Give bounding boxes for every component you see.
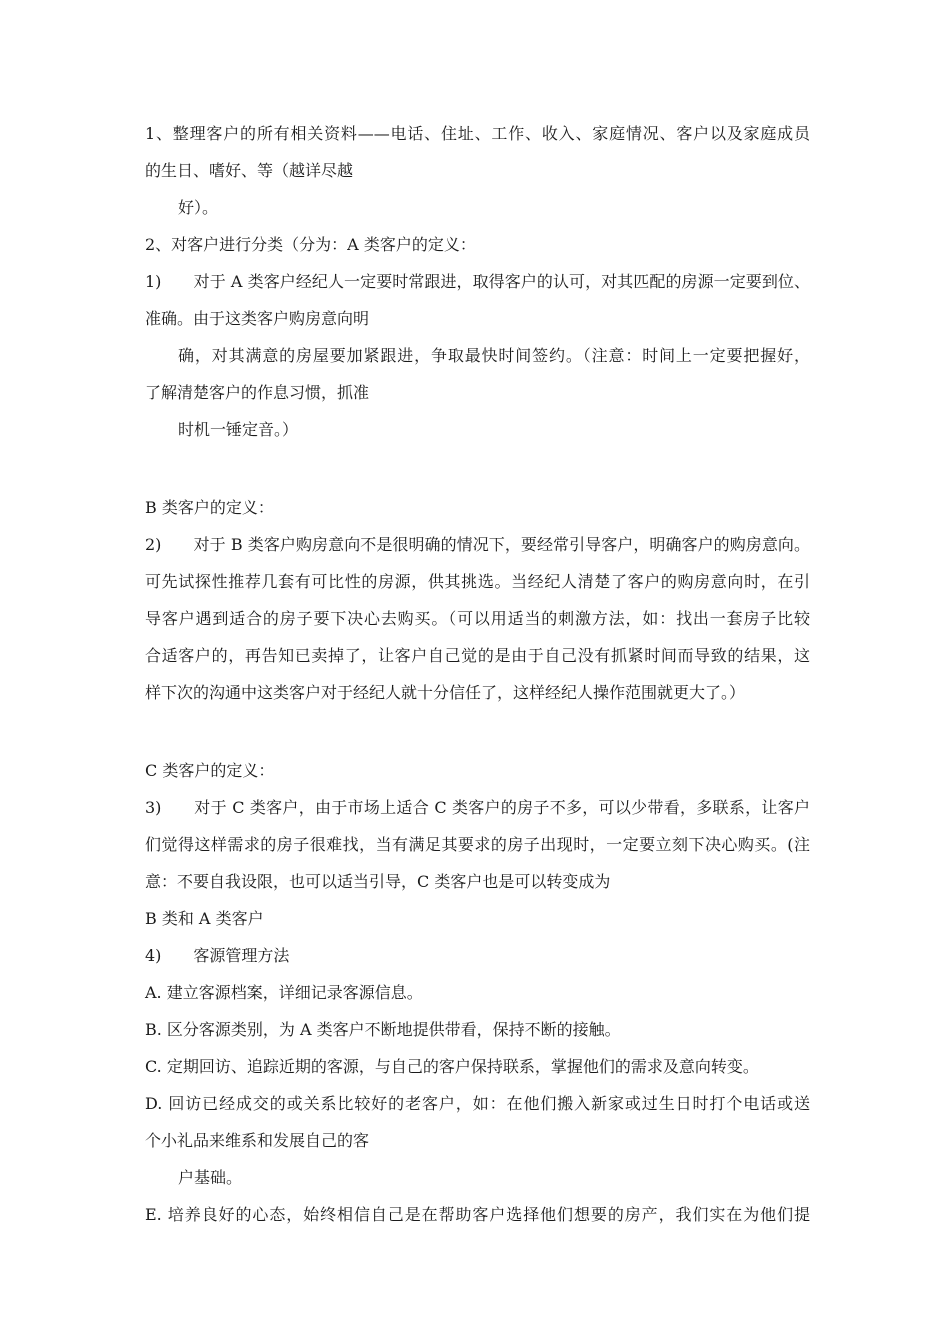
section-heading: B 类客户的定义：	[145, 498, 274, 517]
text-line: B 类和 A 类客户	[145, 909, 264, 928]
text-line: 1) 对于 A 类客户经纪人一定要时常跟进，取得客户的认可，对其匹配的房源一定要到位、	[145, 272, 810, 291]
list-item: A. 建立客源档案，详细记录客源信息。	[145, 983, 423, 1002]
text-line: 个小礼品来维系和发展自己的客	[145, 1131, 370, 1150]
text-line: 2) 对于 B 类客户购房意向不是很明确的情况下，要经常引导客户，明确客户的购房意向。	[145, 535, 810, 554]
text-line: 们觉得这样需求的房子很难找，当有满足其要求的房子出现时，一定要立刻下决心购买。(注	[145, 835, 810, 854]
text-line: 2、对客户进行分类（分为：A 类客户的定义：	[145, 235, 476, 254]
text-line: 3) 对于 C 类客户，由于市场上适合 C 类客户的房子不多，可以少带看，多联系，让客户	[145, 798, 810, 817]
text-line: 意：不要自我设限，也可以适当引导，C 类客户也是可以转变成为	[145, 872, 611, 891]
list-item: B. 区分客源类别，为 A 类客户不断地提供带看，保持不断的接触。	[145, 1020, 621, 1039]
text-line: 了解清楚客户的作息习惯，抓准	[145, 383, 370, 402]
text-line: 样下次的沟通中这类客户对于经纪人就十分信任了，这样经纪人操作范围就更大了。）	[145, 683, 746, 702]
section-heading: C 类客户的定义：	[145, 761, 275, 780]
text-line: 时机一锤定音。）	[178, 420, 299, 439]
section-heading: 4) 客源管理方法	[145, 946, 290, 965]
list-item: D. 回访已经成交的或关系比较好的老客户，如：在他们搬入新家或过生日时打个电话或送	[145, 1094, 810, 1113]
list-item: C. 定期回访、追踪近期的客源，与自己的客户保持联系，掌握他们的需求及意向转变。	[145, 1057, 759, 1076]
text-line: 准确。由于这类客户购房意向明	[145, 309, 370, 328]
text-line: 的生日、嗜好、等（越详尽越	[145, 161, 354, 180]
text-line: 户基础。	[178, 1168, 243, 1187]
text-line: 1、整理客户的所有相关资料——电话、住址、工作、收入、家庭情况、客户以及家庭成员	[145, 124, 810, 143]
text-line: 合适客户的，再告知已卖掉了，让客户自己觉的是由于自己没有抓紧时间而导致的结果，这	[145, 646, 810, 665]
text-line: 可先试探性推荐几套有可比性的房源，供其挑选。当经纪人清楚了客户的购房意向时，在引	[145, 572, 810, 591]
text-line: 确，对其满意的房屋要加紧跟进，争取最快时间签约。（注意：时间上一定要把握好，	[178, 346, 810, 365]
list-item: E. 培养良好的心态，始终相信自己是在帮助客户选择他们想要的房产，我们实在为他们提	[145, 1205, 810, 1224]
text-line: 好）。	[178, 198, 219, 217]
text-line: 导客户遇到适合的房子要下决心去购买。（可以用适当的刺激方法，如：找出一套房子比较	[145, 609, 810, 628]
